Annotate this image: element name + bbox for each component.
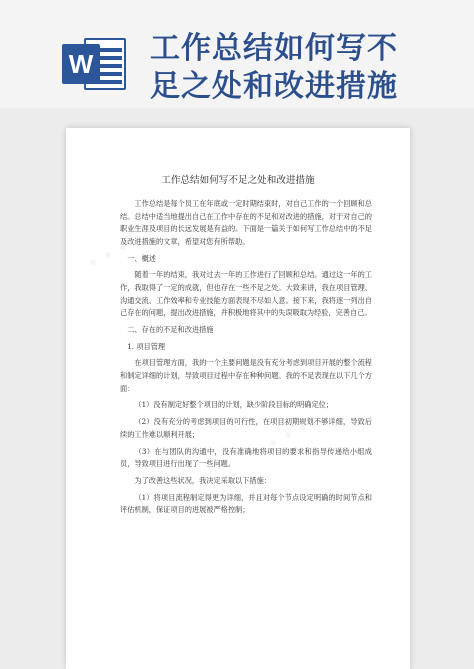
word-logo-tile: W: [62, 44, 100, 84]
paragraph-measures: 为了改善这些状况，我决定采取以下措施：: [134, 475, 271, 485]
list-item: （2）没有充分的考虑到项目的可行性，在项目初期规划不够详细，导致后续的工作难以顺利开展；: [120, 417, 372, 439]
cover-title-line-1: 工作总结如何写不: [150, 31, 398, 66]
paragraph-intro: 工作总结是每个员工在年底或一定时期结束时，对自己工作的一个回顾和总结。总结中适当地提出自己在工作中存在的不足和对改进的措施，对于对自己的职业生涯及项目的长远发展是有益的。下面是一篇关于如何写工作总结中的不足及改进措施的文章，希望对您有所帮助。: [120, 199, 372, 246]
cover-title-line-2: 足之处和改进措施: [150, 69, 398, 104]
word-document-icon: [62, 34, 128, 94]
list-item: （1）将项目流程制定得更为详细，并且对每个节点设定明确的时间节点和评估机制，保证项目的进展被严格控制；: [120, 492, 372, 515]
heading-overview: 一、概述: [127, 253, 156, 263]
list-item: （1）没有制定好整个项目的计划，缺少阶段目标的明确定位；: [134, 400, 334, 410]
heading-shortcomings: 二、存在的不足和改进措施: [127, 324, 214, 334]
cover-title: [150, 30, 450, 106]
paragraph-project-management: 在项目管理方面，我的一个主要问题是没有充分考虑到项目开展的整个流程和制定详细的计划，导致项目过程中存在种种问题。我的不足表现在以下几个方面：: [120, 358, 372, 393]
list-item: （3）在与团队的沟通中，没有准确地将项目的要求和指导传递给小组成员，导致项目进行出现了一些问题。: [120, 446, 372, 469]
paragraph-overview: 随着一年的结束，我对过去一年的工作进行了回顾和总结。通过这一年的工作，我取得了一定的成就，但也存在一些不足之处。大致来讲，我在项目管理、沟通交流、工作效率和专业技能方面表现不尽如人意。接下来，我将逐一列出自己存在的问题，提出改进措施，并积极地将其中的失误吸取为经验，完善自己。: [120, 270, 372, 318]
document-page: [66, 128, 410, 669]
document-body: [120, 198, 372, 521]
cover-header: [0, 0, 474, 108]
heading-project-management: 1. 项目管理: [127, 341, 166, 351]
document-title: 工作总结如何写不足之处和改进措施: [161, 175, 315, 186]
